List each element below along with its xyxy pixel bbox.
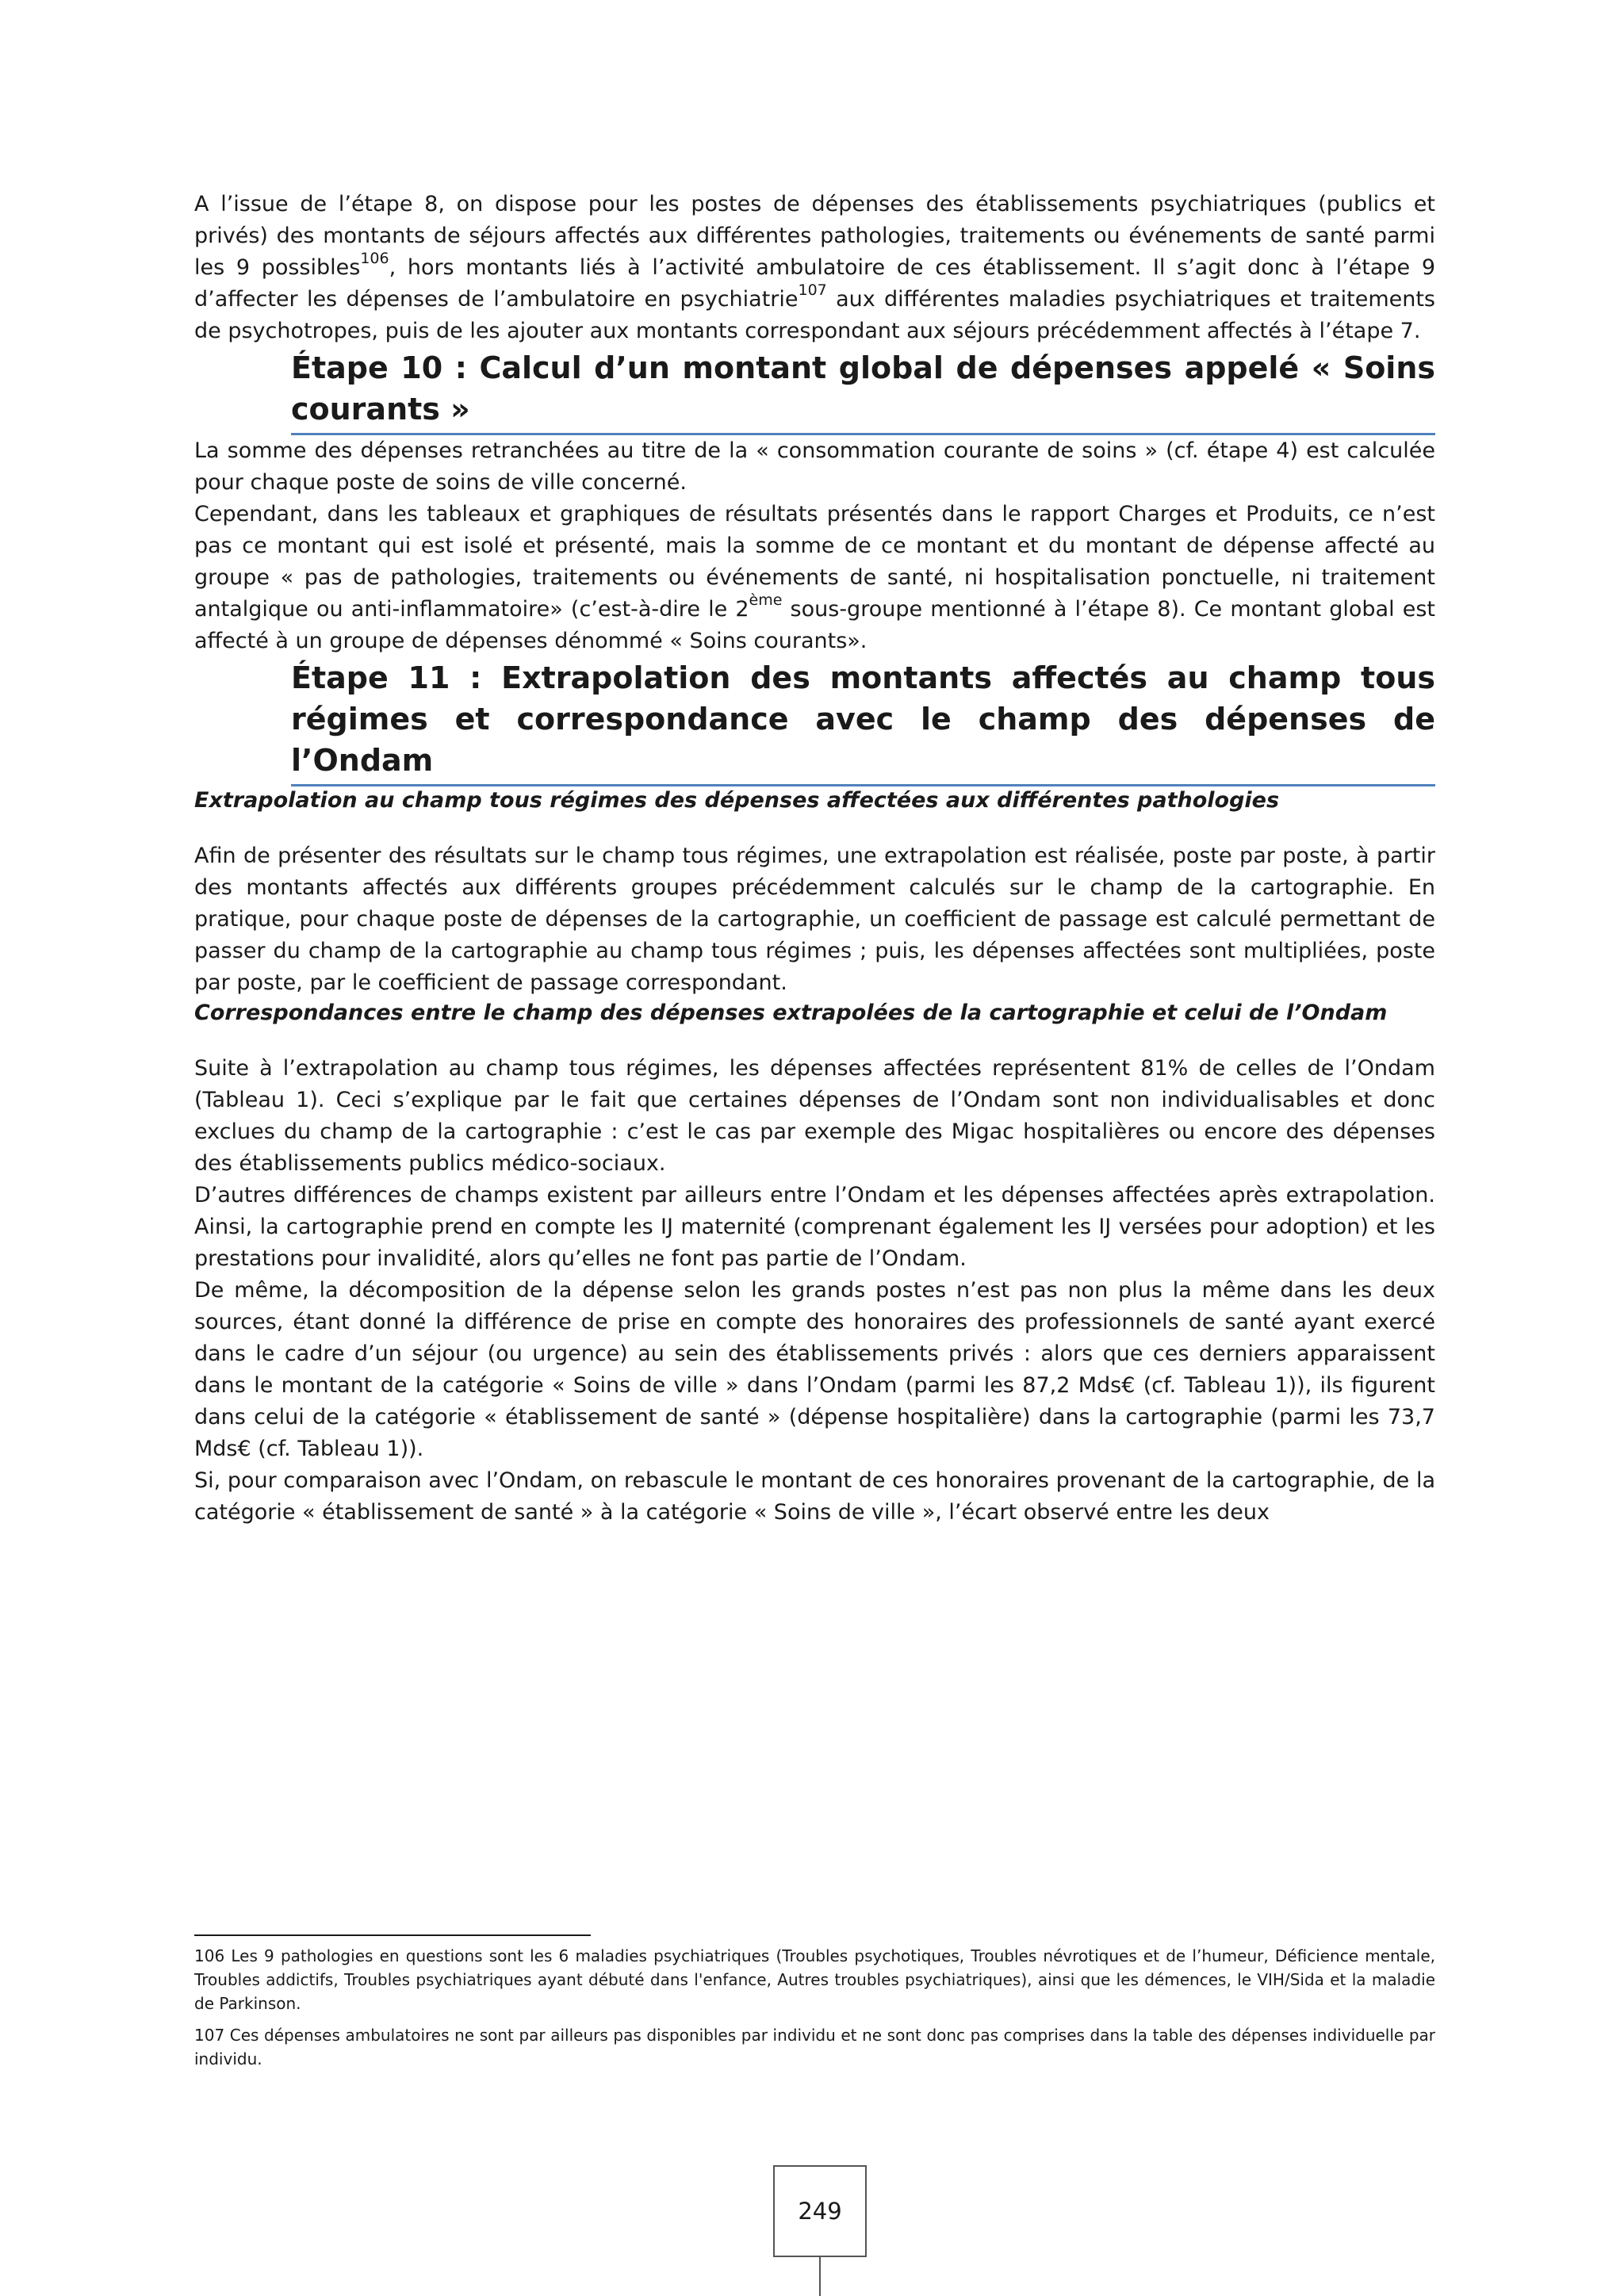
subheading-correspondances: Correspondances entre le champ des dépenses extrapolées de la cartographie et celui de l’Ondam: [194, 1001, 1388, 1025]
paragraph-text: Cependant, dans les tableaux et graphiques de résultats présentés dans le rapport Charges et Produits, ce n’est pas ce montant qui est isolé et présenté, mais la somme de ce montant et du montant de dépense affecté au groupe « pas de pathologies, traitements ou événements de santé, ni hospitalisation ponctuelle, ni traitement antalgique ou anti-inflammatoire» (c’est-à-dire le 2: [194, 502, 1435, 622]
paragraph-soins-courants: [194, 499, 1435, 657]
ordinal-superscript: ème: [749, 591, 783, 609]
paragraph-text: sous-groupe mentionné à l’étape 8). Ce montant global est affecté à un groupe de dépenses dénommé « Soins courants».: [194, 597, 1435, 653]
paragraph-rebascule: Si, pour comparaison avec l’Ondam, on rebascule le montant de ces honoraires provenant de la cartographie, de la catégorie « établissement de santé » à la catégorie « Soins de ville », l’écart observé entre les deux: [194, 1468, 1435, 1525]
subheading-extrapolation: Extrapolation au champ tous régimes des dépenses affectées aux différentes pathologies: [194, 788, 1280, 813]
paragraph-differences-champs: D’autres différences de champs existent par ailleurs entre l’Ondam et les dépenses affectées après extrapolation. Ainsi, la cartographie prend en compte les IJ maternité (comprenant également les IJ versées pour adoption) et les prestations pour invalidité, alors qu’elles ne font pas partie de l’Ondam.: [194, 1183, 1435, 1271]
paragraph-text: , hors montants liés à l’activité ambulatoire de ces établissement. Il s’agit donc à l’étape 9 d’affecter les dépenses de l’ambulatoire en psychiatrie: [194, 255, 1436, 312]
page-number-connector: [819, 2257, 821, 2296]
heading-etape-10: Étape 10 : Calcul d’un montant global de dépenses appelé « Soins courants »: [291, 347, 1435, 435]
footnote-ref-106[interactable]: 106: [360, 249, 389, 267]
paragraph-extrapolation: Afin de présenter des résultats sur le champ tous régimes, une extrapolation est réalisée, poste par poste, à partir des montants affectés aux différents groupes précédemment calculés sur le champ de la cartographie. En pratique, pour chaque poste de dépenses de la cartographie, un coefficient de passage est calculé permettant de passer du champ de la cartographie au champ tous régimes ; puis, les dépenses affectées sont multipliées, poste par poste, par le coefficient de passage correspondant.: [194, 844, 1435, 995]
footnote-107: 107 Ces dépenses ambulatoires ne sont par ailleurs pas disponibles par individu et ne sont donc pas comprises dans la table des dépenses individuelle par individu.: [194, 2026, 1435, 2068]
heading-etape-11: Étape 11 : Extrapolation des montants affectés au champ tous régimes et correspondance avec le champ des dépenses de l’Ondam: [291, 657, 1435, 786]
page-number: 249: [773, 2165, 867, 2257]
footnotes: [194, 1944, 1435, 2079]
footnote-106: 106 Les 9 pathologies en questions sont les 6 maladies psychiatriques (Troubles psychotiques, Troubles névrotiques et de l’humeur, Déficience mentale, Troubles addictifs, Troubles psychiatriques ayant débuté dans l'enfance, Autres troubles psychiatriques), ainsi que les démences, le VIH/Sida et la maladie de Parkinson.: [194, 1946, 1435, 2013]
footnote-separator: [194, 1934, 591, 1936]
paragraph-somme-depenses: La somme des dépenses retranchées au titre de la « consommation courante de soins » (cf. étape 4) est calculée pour chaque poste de soins de ville concerné.: [194, 438, 1435, 495]
paragraph-decomposition: De même, la décomposition de la dépense selon les grands postes n’est pas non plus la même dans les deux sources, étant donné la différence de prise en compte des honoraires des professionnels de santé ayant exercé dans le cadre d’un séjour (ou urgence) au sein des établissements privés : alors que ces derniers apparaissent dans le montant de la catégorie « Soins de ville » dans l’Ondam (parmi les 87,2 Mds€ (cf. Tableau 1)), ils figurent dans celui de la catégorie « établissement de santé » (dépense hospitalière) dans la cartographie (parmi les 73,7 Mds€ (cf. Tableau 1)).: [194, 1278, 1435, 1461]
paragraph-ondam-81: Suite à l’extrapolation au champ tous régimes, les dépenses affectées représentent 81% de celles de l’Ondam (Tableau 1). Ceci s’explique par le fait que certaines dépenses de l’Ondam sont non individualisables et donc exclues du champ de la cartographie : c’est le cas par exemple des Migac hospitalières ou encore des dépenses des établissements publics médico-sociaux.: [194, 1056, 1435, 1176]
paragraph-text: A l’issue de l’étape 8, on dispose pour les postes de dépenses des établissements psychiatriques (publics et privés) des montants de séjours affectés aux différentes pathologies, traitements ou événements de santé parmi les 9 possibles: [194, 192, 1435, 280]
paragraph-etape-9: [194, 189, 1435, 347]
footnote-ref-107[interactable]: 107: [798, 281, 827, 299]
paragraph-text: aux différentes maladies psychiatriques et traitements de psychotropes, puis de les ajouter aux montants correspondant aux séjours précédemment affectés à l’étape 7.: [194, 287, 1435, 343]
page-content: [194, 189, 1435, 1529]
